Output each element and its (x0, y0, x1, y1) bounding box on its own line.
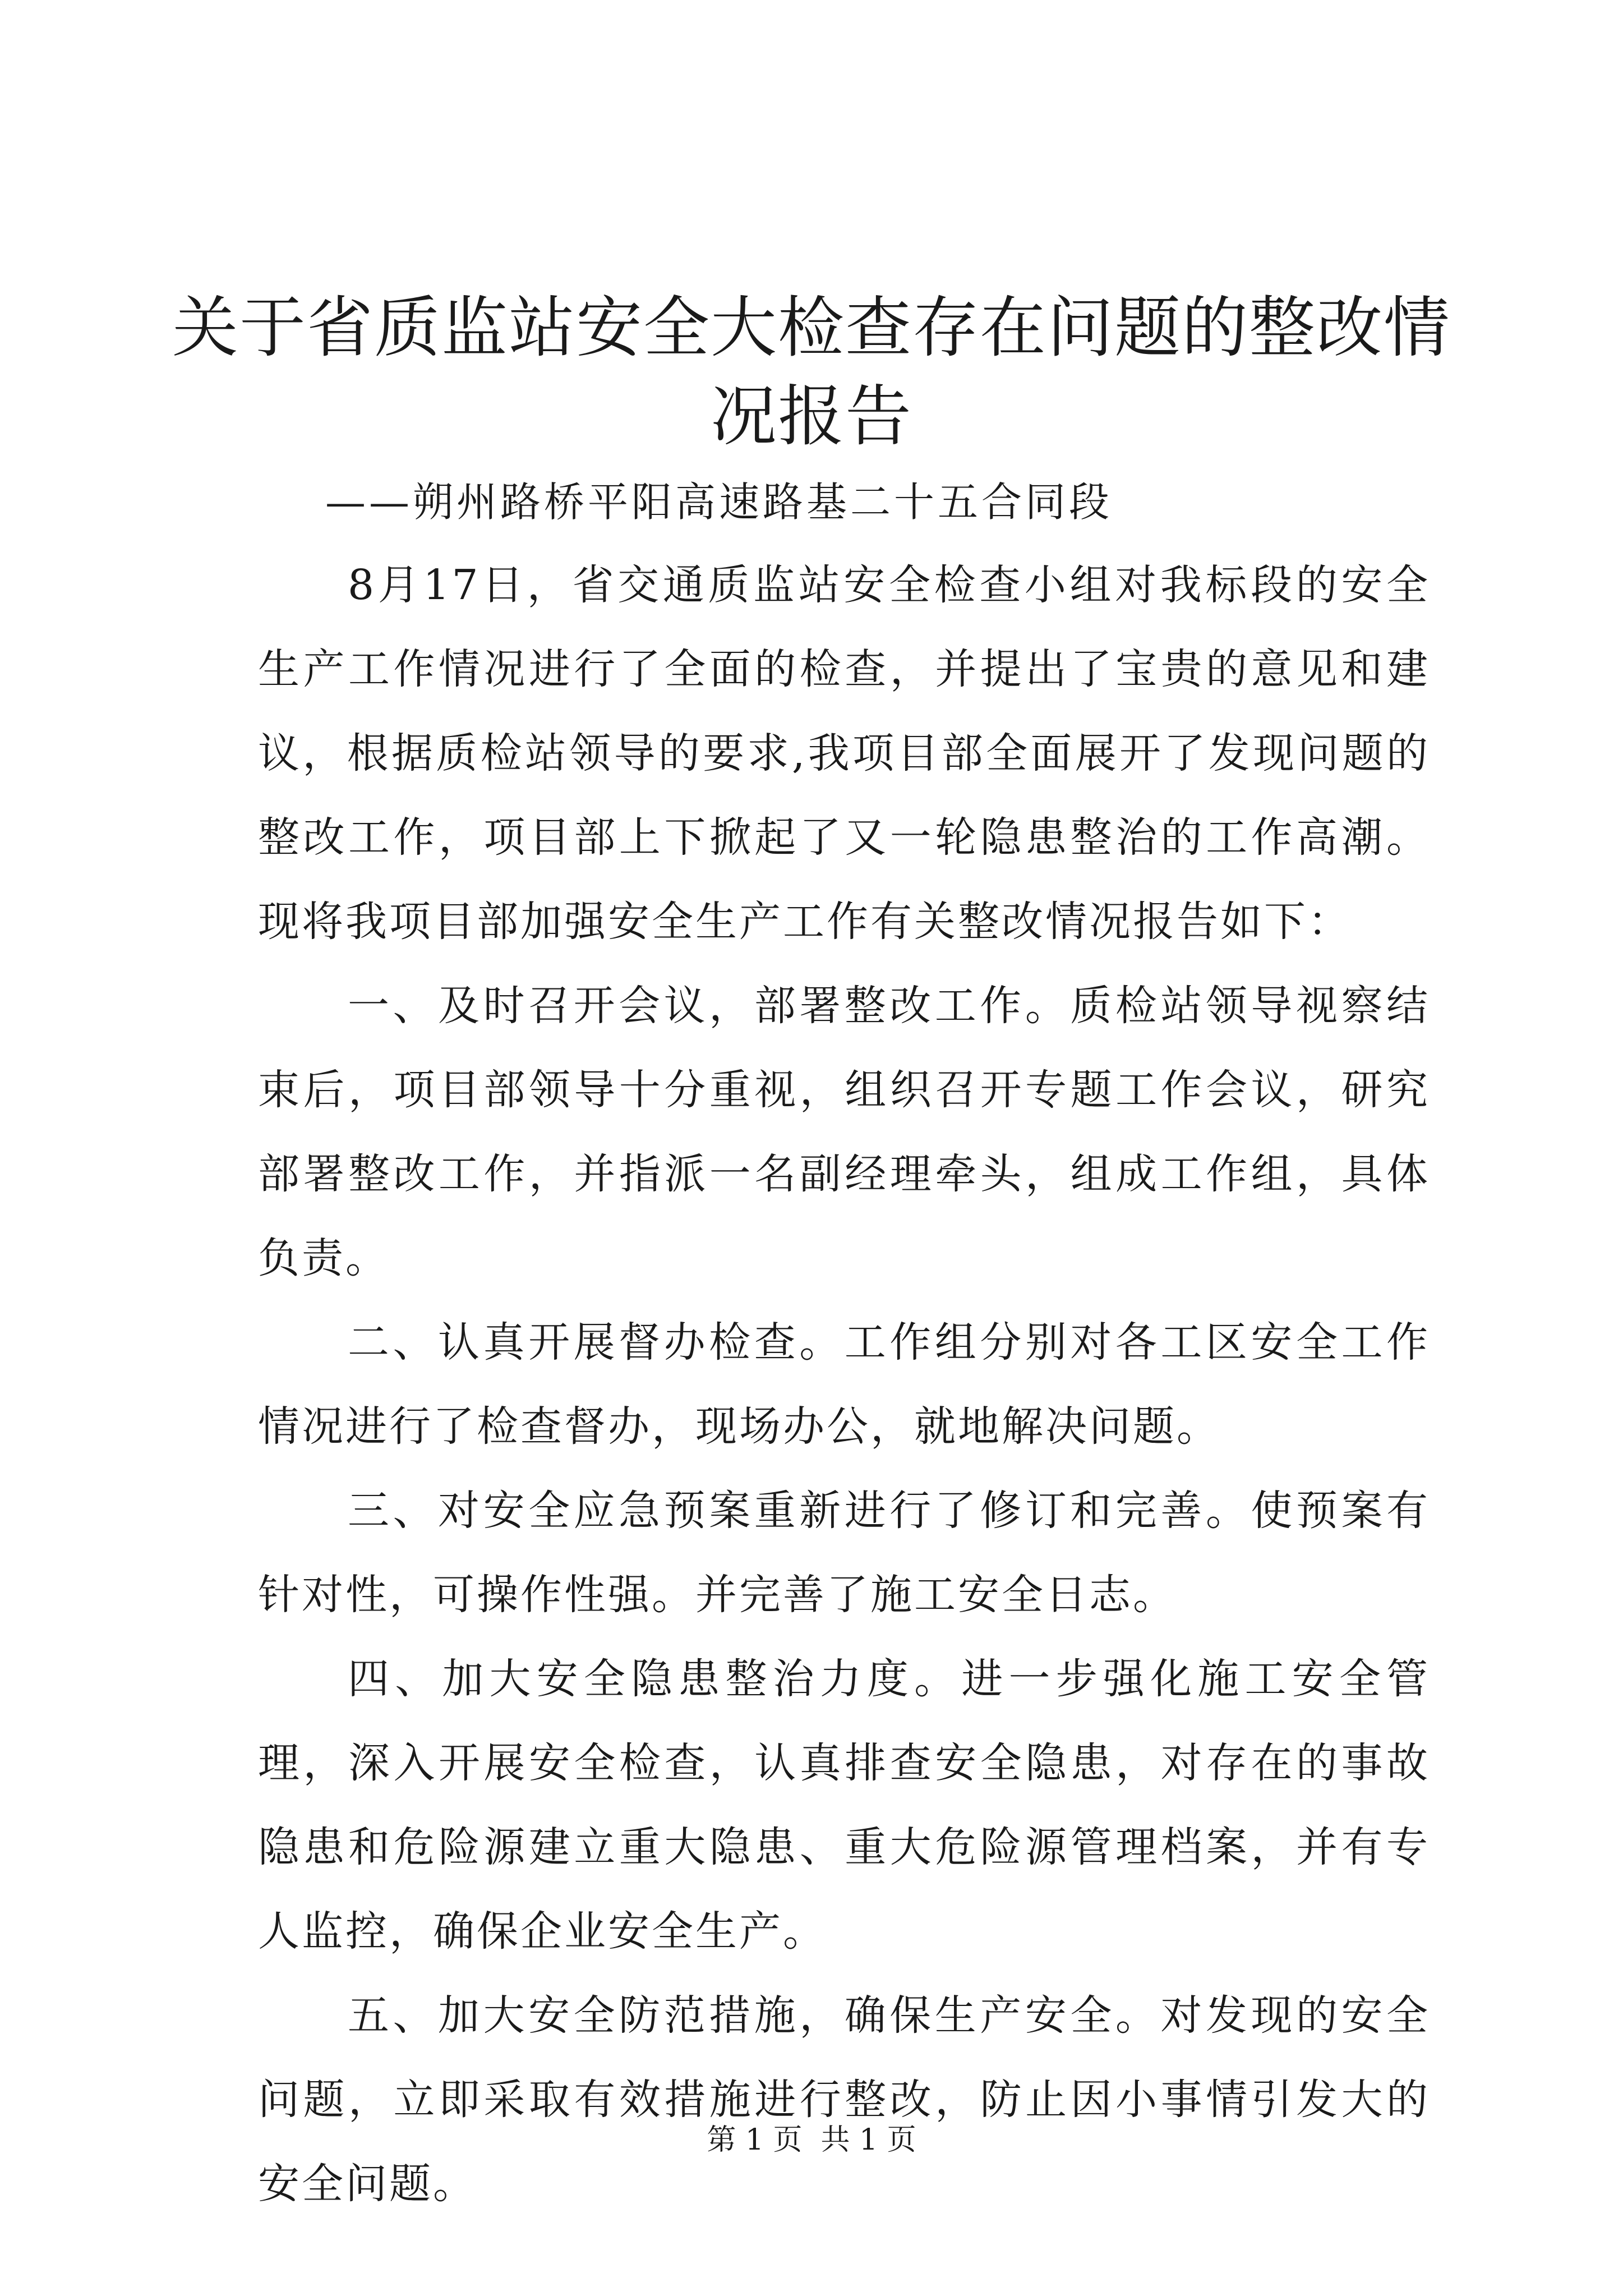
paragraph-item-1: 一、及时召开会议，部署整改工作。质检站领导视察结束后，项目部领导十分重视，组织召开专题工作会议，研究部署整改工作，并指派一名副经理牵头，组成工作组，具体负责。 (258, 982, 1430, 1282)
paragraph-item-3: 三、对安全应急预案重新进行了修订和完善。使预案有针对性，可操作性强。并完善了施工安全日志。 (258, 1487, 1430, 1619)
paragraph-intro: 8月17日，省交通质监站安全检查小组对我标段的安全生产工作情况进行了全面的检查，并提出了宝贵的意见和建议，根据质检站领导的要求,我项目部全面展开了发现问题的整改工作，项目部上下掀起了又一轮隐患整治的工作高潮。现将我项目部加强安全生产工作有关整改情况报告如下： (258, 561, 1430, 946)
paragraph-item-4: 四、加大安全隐患整治力度。进一步强化施工安全管理，深入开展安全检查，认真排查安全隐患，对存在的事故隐患和危险源建立重大隐患、重大危险源管理档案，并有专人监控，确保企业安全生产。 (258, 1655, 1430, 1955)
document-body (258, 543, 1430, 2226)
paragraph-item-2: 二、认真开展督办检查。工作组分别对各工区安全工作情况进行了检查督办，现场办公，就地解决问题。 (258, 1318, 1430, 1451)
document-title: 关于省质监站安全大检查存在问题的整改情况报告 (172, 289, 1451, 455)
page-number-footer: 第 1 页 共 1 页 (707, 2123, 916, 2157)
document-subtitle: ——朔州路桥平阳高速路基二十五合同段 (325, 478, 1113, 526)
paragraph-item-5: 五、加大安全防范措施，确保生产安全。对发现的安全问题，立即采取有效措施进行整改，防止因小事情引发大的安全问题。 (258, 1991, 1430, 2208)
